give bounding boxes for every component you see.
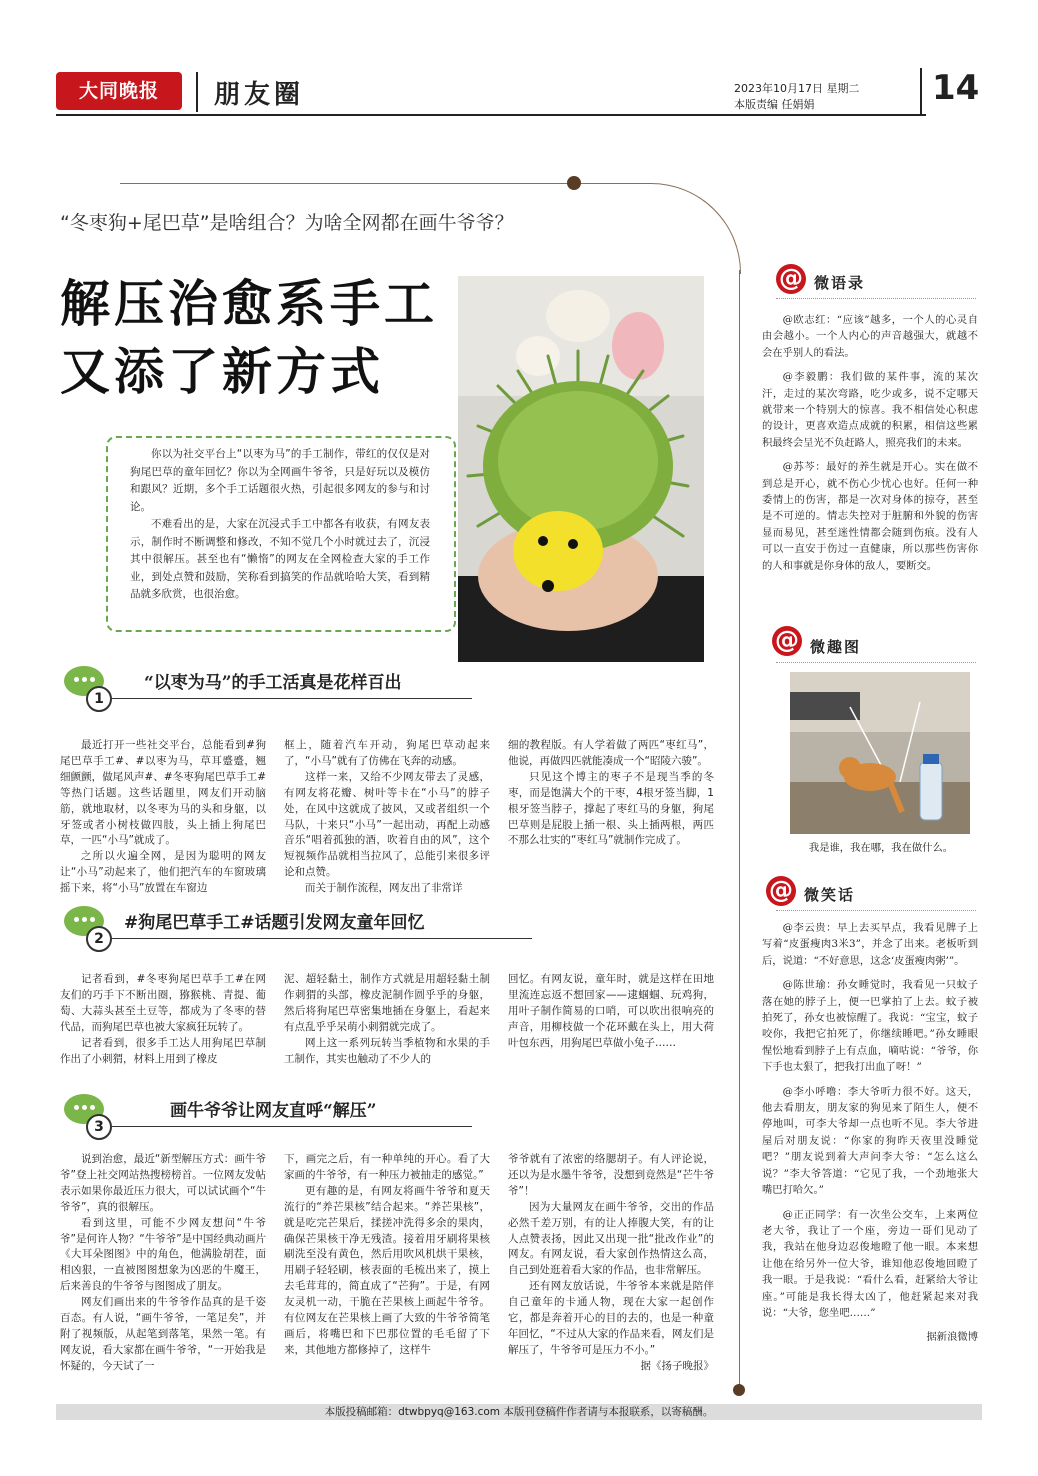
headline-line-1: 解压治愈系手工: [60, 274, 438, 333]
section-title-3: 画牛爷爷让网友直呼“解压”: [170, 1101, 377, 1121]
body-paragraph: 网友们画出来的牛爷爷作品真的是千姿百态。有人说，“画牛爷爷，一笔足矣”，并附了视频版，从起笔到落笔，果然一笔。有网友说，看大家都在画牛爷爷，“一开始我是怀疑的，今天试了一: [60, 1296, 266, 1372]
body-paragraph: 而关于制作流程，网友出了非常详: [305, 882, 463, 895]
funny-cat-photo: [790, 672, 970, 834]
timeline-curve: [650, 183, 741, 274]
hedgehog-illustration: [458, 276, 704, 662]
body-paragraph: 细的教程版。有人学着做了两匹“枣红马”，他说，再做四匹就能凑成一个“昭陵六骏”。: [508, 739, 714, 767]
body-paragraph: 还有网友放话说，牛爷爷本来就是陪伴自己童年的卡通人物，现在大家一起创作它，都是奔着开心的目的去的，也是一种童年回忆，“不过从大家的作品来看，网友们是解压了，牛爷爷可是压力不小。”: [508, 1280, 714, 1356]
joke-item: @李云贵：早上去买早点，我看见牌子上写着“皮蛋瘦肉3米3”，并念了出来。老板听到后，说道：“不好意思，这念‘皮蛋瘦肉粥’”。: [762, 922, 978, 967]
article-subtitle: “冬枣狗+尾巴草”是啥组合？为啥全网都在画牛爷爷？: [60, 212, 514, 234]
intro-paragraph: 不难看出的是，大家在沉浸式手工中都各有收获，有网友表示，制作时不断调整和修改，不知不觉几个小时就过去了，沉浸其中很解压。甚至也有“懒惰”的网友在全网检查大家的手工作业，到处点赞和鼓励，笑称看到搞笑的作品就哈哈大笑，看到精品就多欣赏，也很治愈。: [130, 518, 430, 600]
section2-column-1: [60, 972, 266, 1067]
quote-item: @苏芩：最好的养生就是开心。实在做不到总是开心，就不伤心少忧心也好。任何一种委情上的伤害，都是一次对身体的掠夺，甚至是不可逆的。情志失控对于脏腑和外貌的伤害显而易见，甚至迷性情都会随到伤痕。没有人可以一直安于伤过一直健康，所以那些伤害你的人和事就是你身体的敌人，要断交。: [762, 461, 978, 572]
page-number-divider: [920, 68, 922, 114]
body-paragraph: 因为大量网友在画牛爷爷，交出的作品必然千差万别，有的让人捧腹大笑，有的让人点赞表扬，因此又出现一批“批改作业”的网友。有网友说，看大家创作热情这么高，自己到处逛着看大家的作品，也非常解压。: [508, 1200, 714, 1277]
section-number: 3: [86, 1114, 112, 1140]
at-sign-icon: @: [766, 876, 796, 906]
timeline-vertical: [739, 270, 740, 1390]
body-paragraph: 更有趣的是，有网友将画牛爷爷和夏天流行的“养芒果核”结合起来。“养芒果核”，就是吃完芒果后，揉搓冲洗得多余的果肉，确保芒果核干净无残渣。接着用牙刷将果核刷洗至没有黄色，然后用吹风机烘干果核，用刷子轻轻刷，核表面的毛梳出来了，摸上去毛茸茸的，简直成了“芒狗”。于是，有网友灵机一动，干脆在芒果核上画起牛爷爷。有位网友在芒果核上画了大致的牛爷爷简笔画后，将嘴巴和下巴那位置的毛毛留了下来，其他地方都修掉了，这样牛: [284, 1184, 490, 1356]
page-number: 14: [932, 68, 980, 108]
masthead-rule: [56, 114, 926, 116]
section-title-2: #狗尾巴草手工#话题引发网友童年回忆: [124, 913, 425, 933]
sidebar-rule: [776, 298, 976, 299]
sidebar-rule: [776, 662, 976, 663]
body-paragraph: 看到这里，可能不少网友想问“牛爷爷”是何许人物？“牛爷爷”是中国经典动画片《大耳朵图图》中的角色，他满脸胡茬，面相凶狠，一直被图图想象为凶恶的牛魔王，后来善良的牛爷爷与图图成了朋友。: [60, 1216, 266, 1293]
at-sign-icon: @: [772, 626, 802, 656]
section3-column-2: [284, 1152, 490, 1359]
body-paragraph: 之所以火遍全网，是因为聪明的网友让“小马”动起来了，他们把汽车的车窗玻璃摇下来，将“小马”放置在车窗边: [60, 850, 266, 895]
at-sign-icon: @: [776, 264, 806, 294]
intro-paragraph: 你以为社交平台上“以枣为马”的手工制作，带红的仅仅是对狗尾巴草的童年回忆？你以为全网画牛爷爷，只是好玩以及模仿和跟风？近期，多个手工话题很火热，引起很多网友的参与和讨论。: [130, 448, 430, 513]
body-paragraph: 记者看到，#冬枣狗尾巴草手工#在网友们的巧手下不断出圈，猕猴桃、青提、葡萄、大蒜头甚至土豆等，都成为了冬枣的替代品，而狗尾巴草也被大家疯狂玩转了。: [60, 973, 266, 1033]
section3-column-3: [508, 1152, 714, 1375]
cat-illustration: [790, 672, 970, 834]
quote-item: @欧志红：“应该”越多，一个人的心灵自由会越小。一个人内心的声音越强大，就越不会在乎别人的看法。: [762, 314, 978, 359]
masthead-divider: [196, 72, 198, 112]
section-heading-2: [64, 906, 544, 946]
section-rule: [112, 938, 532, 939]
body-paragraph: 这样一来，又给不少网友带去了灵感，有网友将花瓣、树叶等卡在“小马”的脖子处，在风中这就成了披风，又或者组织一个马队，十来只“小马”一起出动，再配上动感音乐“唱着孤独的酒，吹着自由的风”，这个短视频作品就相当拉风了，总能引来很多评论和点赞。: [284, 770, 490, 879]
section-number: 2: [86, 926, 112, 952]
newspaper-logo: 大同晚报: [56, 72, 182, 110]
joke-item: @陈世瑜：孙女睡觉时，我看见一只蚊子落在她的脖子上，便一巴掌拍了上去。蚊子被拍死了，孙女也被惊醒了。我说：“宝宝，蚊子咬你，我把它拍死了，你继续睡吧。”孙女睡眼惺忪地看到脖子上有点血，嘀咕说：“爷爷，你下手也太狠了，把我打出血了呀！”: [762, 979, 978, 1074]
section-rule: [112, 1126, 472, 1127]
body-paragraph: 网上这一系列玩转当季植物和水果的手工制作，其实也触动了不少人的: [284, 1036, 490, 1065]
quote-item: @李毅鹏：我们做的某件事，流的某次汗，走过的某次弯路，吃少或多，说不定哪天就带来一个特别大的惊喜。我不相信处心积虑的设计，更喜欢造点成就的积累，相信这些累积最终会呈光不负赶路人，照亮我们的未来。: [762, 371, 978, 449]
body-paragraph: 框上，随着汽车开动，狗尾巴草动起来了，“小马”就有了仿佛在飞奔的动感。: [284, 739, 490, 767]
sidebar-quotes: [762, 312, 978, 582]
article-source: 据《扬子晚报》: [640, 1359, 714, 1372]
body-paragraph: 下，画完之后，有一种单纯的开心。看了大家画的牛爷爷，有一种压力被抽走的感觉。”: [284, 1153, 490, 1181]
intro-text: [130, 446, 430, 604]
section-rule: [112, 698, 472, 699]
section1-column-2: [284, 738, 490, 897]
section1-column-1: [60, 738, 266, 897]
sidebar-heading-weiqutu: 微趣图: [810, 638, 862, 656]
body-paragraph: 回忆。有网友说，童年时，就是这样在田地里流连忘返不想回家——逮蝈蝈、玩鸡狗，用叶子制作简易的口哨，可以吹出很响亮的声音，用柳枝做一个花环戴在头上，用大荷叶包东西，用狗尾巴草做小兔子……: [508, 973, 714, 1049]
section2-column-3: [508, 972, 714, 1052]
joke-item: @正正同学：有一次坐公交车，上来两位老大爷，我让了一个座，旁边一哥们见动了我，我站在他身边忍俊地瞪了他一眼。本来想让他在给另外一位大爷，谁知他忍俊地回瞪了我一眼。于是我说：“看什么看，赶紧给大爷让座。”可能是我长得太凶了，他赶紧起来对我说：“大爷，您坐吧……”: [762, 1208, 978, 1319]
body-paragraph: 记者看到，很多手工达人用狗尾巴草制作出了小刺猬，材料上用到了橡皮: [60, 1036, 266, 1065]
section2-column-2: [284, 972, 490, 1067]
section-heading-1: [64, 666, 484, 706]
sidebar-heading-weiyulu: 微语录: [814, 274, 866, 292]
headline-line-2: 又添了新方式: [60, 342, 384, 401]
section3-column-1: [60, 1152, 266, 1375]
sidebar-jokes: [762, 920, 978, 1346]
body-paragraph: 爷爷就有了浓密的络腮胡子。有人评论说，还以为是水墨牛爷爷，没想到竟然是“芒牛爷爷”！: [508, 1153, 714, 1197]
timeline-dot: [567, 176, 581, 190]
issue-date: 2023年10月17日 星期二: [734, 82, 860, 95]
body-paragraph: 只见这个博主的枣子不是现当季的冬枣，而是饱满大个的干枣，4根牙签当脚，1根牙签当脖子，撑起了枣红马的身躯，狗尾巴草则是屁股上插一根、头上插两根，两匹不那么壮实的“枣红马”就制作完成了。: [508, 770, 714, 847]
editor-credit: 本版责编 任娟娟: [734, 98, 815, 111]
hedgehog-photo: [458, 276, 704, 662]
photo-caption: 我是谁，我在哪，我在做什么。: [808, 842, 954, 854]
section-number: 1: [86, 686, 112, 712]
footer-bar: 本版投稿邮箱：dtwbpyq@163.com 本版刊登稿件作者请与本报联系，以寄稿酬。: [56, 1404, 982, 1420]
body-paragraph: 泥、超轻黏土，制作方式就是用超轻黏土制作刺猬的头部，橡皮泥制作圆乎乎的身躯，然后将狗尾巴草密集地插在身躯上，看起来有点乱乎乎呆萌小刺猬就完成了。: [284, 973, 490, 1033]
joke-item: @李小呼噜：李大爷听力很不好。这天，他去看朋友，朋友家的狗见来了陌生人，便不停地叫，可李大爷却一点也听不见。李大爷进屋后对朋友说：“你家的狗昨天夜里没睡觉吧？”朋友说到着大声问李大爷：“怎么这么说？”李大爷答道：“它见了我，一个劲地张大嘴巴打哈欠。”: [762, 1085, 978, 1197]
section-title: 朋友圈: [214, 80, 305, 110]
section-heading-3: [64, 1094, 484, 1134]
article-headline: [60, 270, 438, 406]
section-title-1: “以枣为马”的手工活真是花样百出: [144, 673, 402, 693]
section1-column-3: [508, 738, 714, 849]
body-paragraph: 说到治愈，最近“新型解压方式：画牛爷爷”登上社交网站热搜榜榜首。一位网友发帖表示如果你最近压力很大，可以试试画个“牛爷爷”，真的很解压。: [60, 1153, 266, 1213]
sidebar-heading-weixiaohua: 微笑话: [804, 886, 856, 904]
sidebar-rule: [776, 910, 976, 911]
body-paragraph: 最近打开一些社交平台，总能看到#狗尾巴草手工#、#以枣为马，草耳蹙蹙，翘细颤颤，做尾风声#、#冬枣狗尾巴草手工#等热门话题。这些话题里，网友们开动脑筋，就地取材，以冬枣为马的头和身躯，以牙签或者小树枝做四肢，头上插上狗尾巴草，一匹“小马”就成了。: [60, 739, 266, 847]
timeline-end-dot: [733, 1384, 745, 1396]
sidebar-source: 据新浪微博: [926, 1331, 978, 1344]
